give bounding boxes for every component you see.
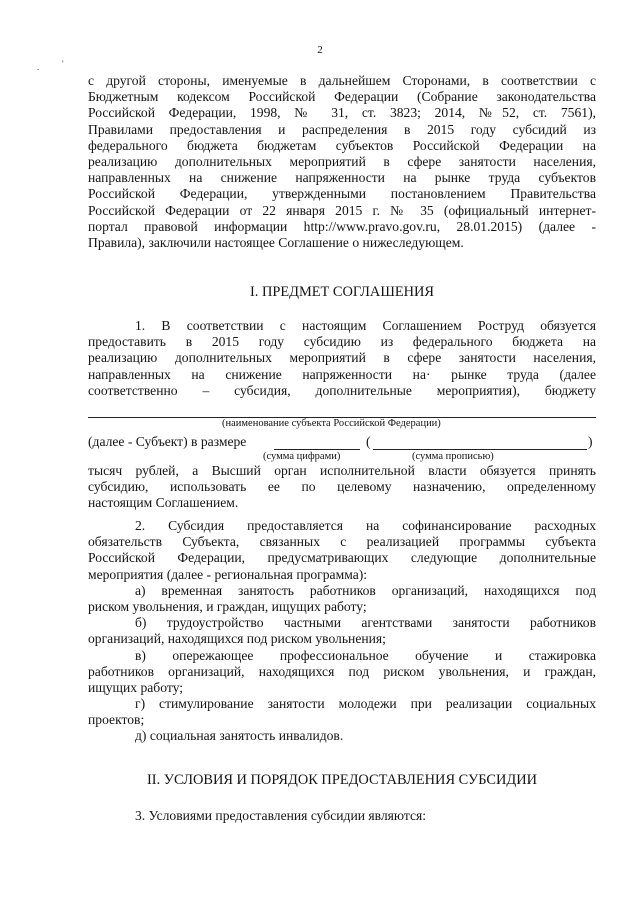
- text-line: Российской Федерации, 1998, № 31, ст. 3823; 2014, №52, ст. 7561),: [88, 105, 596, 121]
- text-line: настоящим Соглашением.: [88, 495, 239, 511]
- margin-mark: ': [62, 59, 64, 69]
- amount-digits-caption: (сумма цифрами): [263, 451, 341, 462]
- text-line: проектов;: [88, 712, 145, 728]
- text-line: 3. Условиями предоставления субсидии являются:: [135, 808, 427, 823]
- list-item-g: г) стимулирование занятости молодежи при реализации социальных: [135, 696, 596, 712]
- text-line: Российской Федерации от 22 января 2015 г. № 35 (официальный интернет-: [88, 202, 596, 218]
- text-line: с другой стороны, именуемые в дальнейшем Сторонами, в соответствии с: [88, 73, 596, 88]
- text-line: Бюджетным кодексом Российской Федерации (Собрание законодательства: [88, 89, 596, 105]
- section-title: II. УСЛОВИЯ И ПОРЯДОК ПРЕДОСТАВЛЕНИЯ СУБСИДИИ: [147, 772, 537, 788]
- text-line: Российской Федерации, утвержденными постановлением Правительства: [88, 186, 596, 202]
- text-line: Правилами предоставления и распределения в 2015 году субсидий из: [88, 121, 596, 137]
- amount-words-caption: (сумма прописью): [412, 451, 494, 462]
- text-line: предоставить в 2015 году субсидию из федерального бюджета на: [88, 334, 596, 350]
- text-line: 1. В соответствии с настоящим Соглашением Роструд обязуется: [135, 318, 596, 333]
- amount-words-blank: [373, 449, 587, 450]
- text-line: реализацию дополнительных мероприятий в сфере занятости населения,: [88, 153, 596, 169]
- text-line: риском увольнения, и граждан, ищущих работу;: [88, 598, 367, 614]
- text-line: субсидию, использовать ее по целевому назначению, определенному: [88, 479, 596, 495]
- paragraph-3: [88, 808, 596, 824]
- text-line: обязательств Субъекта, связанных с реализацией программы субъекта: [88, 534, 596, 550]
- text-line: организаций, находящихся под риском увольнения;: [88, 631, 386, 647]
- list-item-v: в) опережающее профессиональное обучение и стажировка: [135, 647, 596, 663]
- text-line: Правила), заключили настоящее Соглашение о нижеследующем.: [88, 234, 464, 250]
- page-number: 2: [317, 44, 323, 56]
- paragraph-1: [88, 318, 596, 399]
- subject-name-caption: (наименование субъекта Российской Федерации): [222, 418, 441, 429]
- close-paren: ): [588, 434, 593, 449]
- section-title: I. ПРЕДМЕТ СОГЛАШЕНИЯ: [249, 284, 435, 300]
- intro-paragraph: [88, 73, 596, 251]
- list-item-d: д) социальная занятость инвалидов.: [135, 728, 344, 744]
- list-item-a: а) временная занятость работников организаций, находящихся под: [135, 582, 596, 598]
- text-line: реализацию дополнительных мероприятий в сфере занятости населения,: [88, 350, 596, 366]
- text-line: тысяч рублей, а Высший орган исполнительной власти обязуется принять: [88, 463, 596, 478]
- open-paren: (: [366, 434, 371, 449]
- list-item-b: б) трудоустройство частными агентствами занятости работников: [135, 615, 596, 631]
- text-line: портал правовой информации http://www.pravo.gov.ru, 28.01.2015) (далее -: [88, 218, 596, 234]
- amount-digits-blank: [274, 449, 360, 450]
- text-line: соответственно – субсидия, дополнительные мероприятия), бюджету: [88, 382, 596, 398]
- text-line: Российской Федерации, предусматривающих следующие дополнительные: [88, 550, 596, 566]
- paragraph-2: [88, 518, 596, 745]
- paragraph-1-tail: [88, 463, 596, 512]
- text-line: направленных на снижение напряженности на рынке труда субъектов: [88, 170, 596, 186]
- amount-line-label: (далее - Субъект) в размере: [88, 434, 247, 449]
- text-line: направленных на снижение напряженности на· рынке труда (далее: [88, 366, 596, 382]
- text-line: ищущих работу;: [88, 679, 183, 695]
- margin-mark: .: [37, 62, 40, 72]
- text-line: 2. Субсидия предоставляется на софинансирование расходных: [135, 518, 596, 533]
- text-line: работников организаций, находящихся под риском увольнения, и граждан,: [88, 663, 596, 679]
- text-line: федерального бюджета бюджетам субъектов Российской Федерации на: [88, 137, 596, 153]
- text-line: мероприятия (далее - региональная программа):: [88, 566, 368, 582]
